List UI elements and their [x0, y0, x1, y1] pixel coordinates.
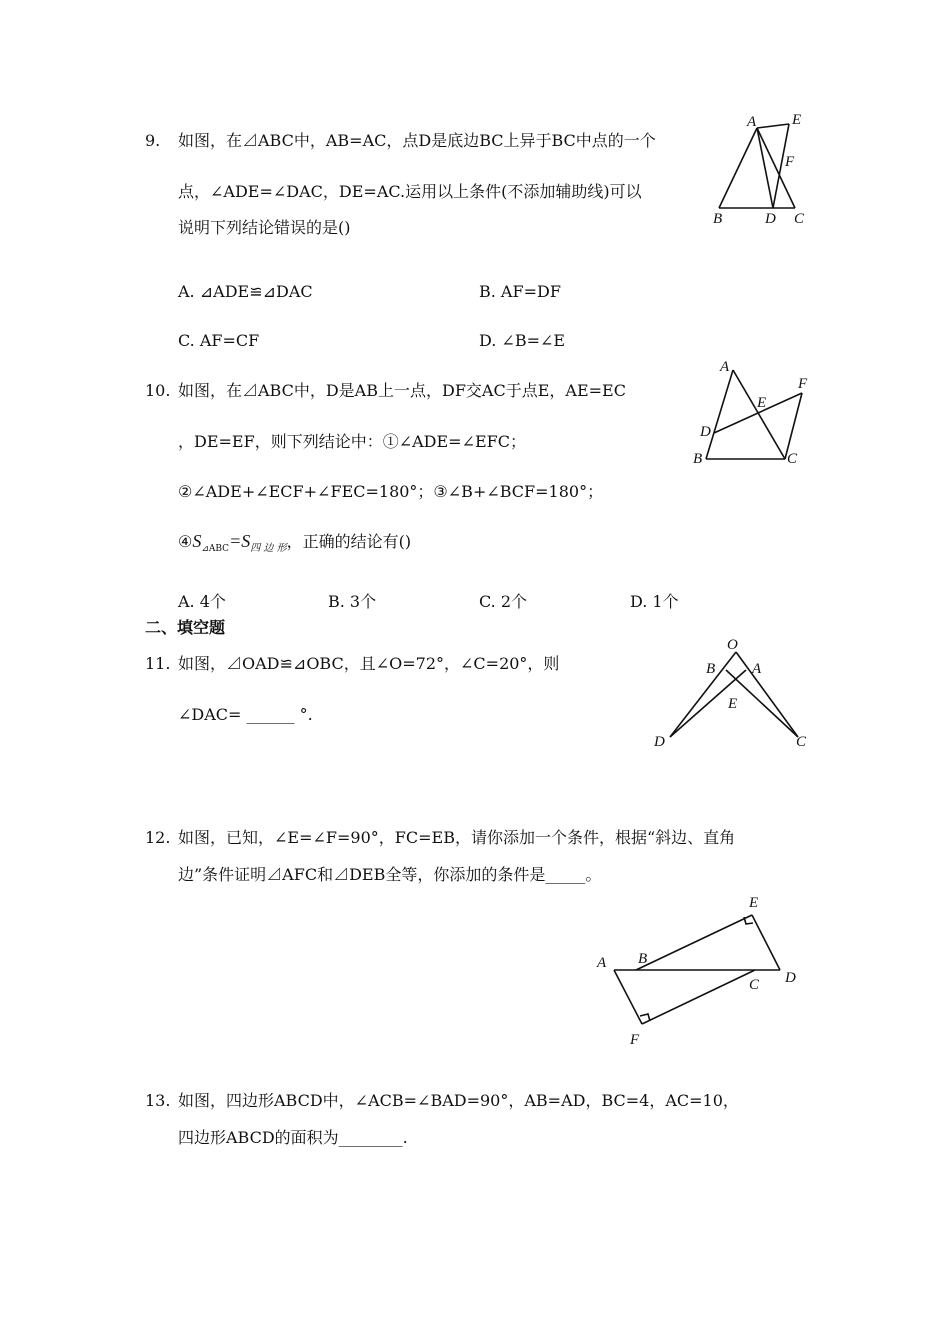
q11-fig-label-a: A: [752, 661, 762, 677]
q10-option-c: C. 2个: [479, 592, 528, 611]
q9-text-line2: 点，∠ADE=∠DAC，DE=AC.运用以上条件(不添加辅助线)可以: [178, 182, 642, 201]
q12-number: 12.: [145, 828, 171, 847]
q10-option-d: D. 1个: [630, 592, 679, 611]
q10-line4-rest: ，正确的结论有(): [286, 532, 412, 551]
q10-s-abc: S: [192, 531, 202, 551]
q10-s-quad: =S: [229, 531, 251, 551]
q10-fig-label-d: D: [700, 424, 711, 440]
q10-s-abc-subscript: ⊿ABC: [201, 544, 230, 555]
q12-fig-label-b: B: [638, 951, 648, 967]
q9-option-b: B. AF=DF: [479, 282, 561, 301]
q12-fig-label-f: F: [630, 1032, 640, 1048]
q9-number: 9.: [145, 131, 161, 150]
q12-figure: [590, 890, 810, 1050]
q10-number: 10.: [145, 381, 171, 400]
q10-fig-label-e: E: [757, 395, 767, 411]
q10-fig-label-f: F: [798, 376, 808, 392]
q11-fig-label-o: O: [727, 637, 738, 653]
q10-option-a: A. 4个: [178, 592, 226, 611]
q11-fig-label-b: B: [706, 661, 716, 677]
q10-text-line1: 如图，在⊿ABC中，D是AB上一点，DF交AC于点E，AE=EC: [178, 381, 626, 400]
q12-fig-label-a: A: [597, 955, 607, 971]
q9-fig-label-d: D: [765, 211, 776, 227]
q12-text-line2: 边”条件证明⊿AFC和⊿DEB全等，你添加的条件是_____。: [178, 865, 602, 884]
q10-option-b: B. 3个: [328, 592, 377, 611]
q11-text-line1: 如图，⊿OAD≌⊿OBC，且∠O=72°，∠C=20°，则: [178, 654, 560, 673]
q10-fig-label-a: A: [720, 359, 730, 375]
q9-fig-label-a: A: [747, 114, 757, 130]
q9-fig-label-e: E: [792, 112, 802, 128]
q12-fig-label-c: C: [749, 977, 760, 993]
q9-option-c: C. AF=CF: [178, 331, 260, 350]
q9-fig-label-c: C: [794, 211, 805, 227]
q9-figure: [705, 110, 815, 230]
q9-text-line1: 如图，在⊿ABC中，AB=AC，点D是底边BC上异于BC中点的一个: [178, 131, 656, 150]
q9-fig-label-b: B: [713, 211, 723, 227]
q13-number: 13.: [145, 1091, 171, 1110]
q10-fig-label-b: B: [693, 451, 703, 467]
q10-text-line2: ，DE=EF，则下列结论中：①∠ADE=∠EFC；: [178, 432, 527, 451]
q11-fig-label-e: E: [728, 696, 738, 712]
q9-option-d: D. ∠B=∠E: [479, 331, 566, 350]
q10-fig-label-c: C: [787, 451, 798, 467]
q11-fig-label-d: D: [654, 734, 665, 750]
q10-text-line3: ②∠ADE+∠ECF+∠FEC=180°；③∠B+∠BCF=180°；: [178, 482, 604, 501]
q9-text-line3: 说明下列结论错误的是(): [178, 218, 351, 237]
q10-s-quad-subscript: 四 边 形: [250, 543, 287, 555]
q9-option-a: A. ⊿ADE≌⊿DAC: [178, 282, 313, 301]
q13-text-line1: 如图，四边形ABCD中，∠ACB=∠BAD=90°，AB=AD，BC=4，AC=10，: [178, 1091, 739, 1110]
q11-figure: [650, 630, 815, 755]
q9-fig-label-f: F: [785, 154, 795, 170]
q11-text-line2: ∠DAC= ______ °.: [178, 705, 313, 724]
q10-circled-4: ④: [178, 532, 193, 551]
q12-fig-label-d: D: [785, 970, 796, 986]
q10-figure: [690, 360, 815, 470]
q13-text-line2: 四边形ABCD的面积为________.: [178, 1128, 408, 1147]
section-title-fill-in: 二、填空题: [145, 618, 226, 637]
q11-number: 11.: [145, 654, 171, 673]
q11-fig-label-c: C: [796, 734, 807, 750]
q12-text-line1: 如图，已知，∠E=∠F=90°，FC=EB，请你添加一个条件，根据“斜边、直角: [178, 828, 736, 847]
q12-fig-label-e: E: [749, 895, 759, 911]
q10-text-line4: [178, 530, 411, 560]
